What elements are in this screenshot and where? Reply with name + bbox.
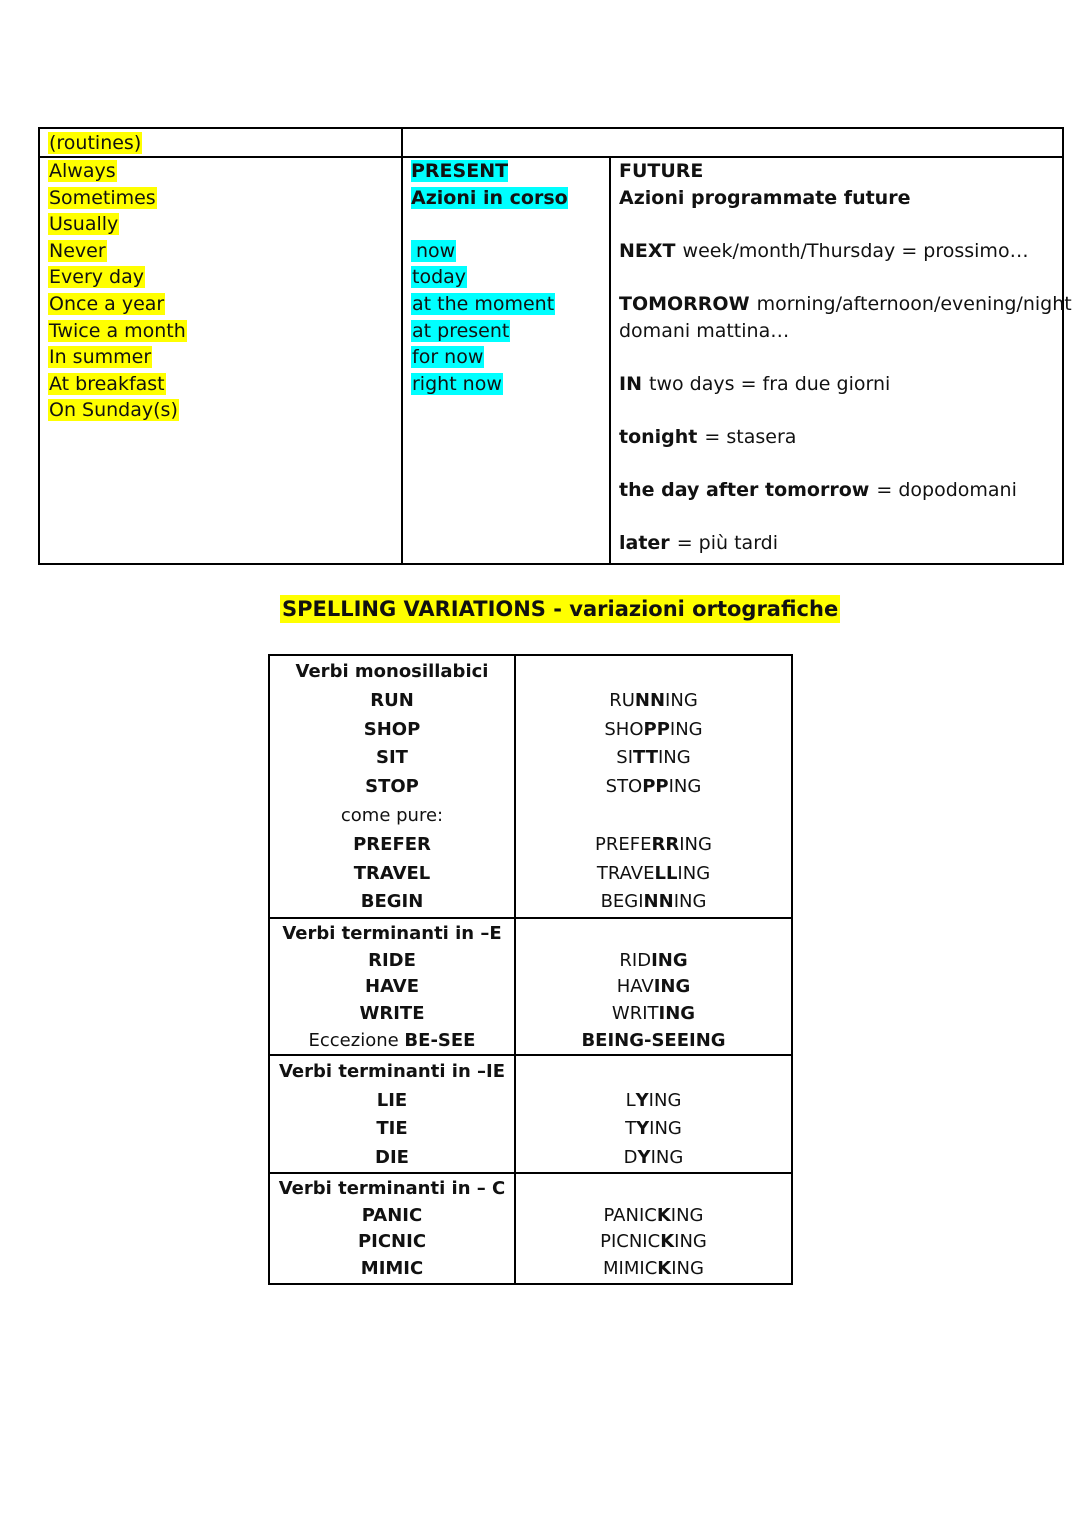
verb: HAVE [365,976,419,998]
routine-item: Never [49,239,106,262]
routine-item: Usually [49,213,119,236]
ending-ie-header: Verbi terminanti in –IE [278,1061,506,1083]
ing-form: SITTING [616,747,691,769]
ending-e-header: Verbi terminanti in –E [282,923,502,945]
verb: MIMIC [360,1257,424,1279]
present-subtitle: Azioni in corso [411,186,568,209]
routines-header-cell [48,130,142,157]
monosyllabic-verbs-cell [269,655,515,918]
future-next: NEXT week/month/Thursday = prossimo… [619,239,1029,262]
table-row [269,655,792,918]
routine-item: Twice a month [49,319,186,342]
ing-form: PREFERRING [595,833,712,855]
verb: RIDE [368,949,416,971]
future-day-after: the day after tomorrow = dopodomani [619,479,1017,502]
ing-form: WRITING [611,1002,696,1024]
ending-e-verbs-cell [269,918,515,1055]
ing-form: HAVING [616,976,691,998]
verb: PANIC [361,1204,423,1226]
routine-item: At breakfast [49,372,165,395]
routine-item: Every day [49,266,144,289]
verb: SIT [376,747,408,769]
ing-form: TYING [625,1118,682,1140]
future-tomorrow: TOMORROW morning/afternoon/evening/night [619,292,1072,315]
routine-item: Always [49,160,116,182]
ing-form: PANICKING [603,1204,704,1226]
verb: TRAVEL [353,862,431,884]
verb: TIE [376,1118,408,1140]
future-tomorrow-translation: domani mattina… [619,319,790,342]
table-row [269,1055,792,1173]
verb: PREFER [353,833,431,855]
table-row [269,918,792,1055]
present-cell [411,158,568,397]
future-subtitle: Azioni programmate future [619,186,911,209]
ing-form: TRAVELLING [596,862,711,884]
monosyllabic-forms-cell [515,655,792,918]
verb: WRITE [359,1002,425,1024]
future-title: FUTURE [619,160,704,182]
routine-item: On Sunday(s) [49,399,178,422]
ing-form: SHOPPING [604,718,703,740]
present-expression: right now [412,372,502,395]
future-tonight: tonight = stasera [619,425,797,448]
table-row [269,1173,792,1283]
verb: STOP [365,776,419,798]
ing-form: DYING [623,1146,684,1168]
ing-form: RUNNING [609,689,698,711]
ending-e-forms-cell [515,918,792,1055]
time-expressions-table [38,127,1072,565]
spelling-variations-heading: SPELLING VARIATIONS - variazioni ortografiche [282,597,839,621]
verb: LIE [376,1089,408,1111]
ending-c-forms-cell [515,1173,792,1283]
verb: PICNIC [357,1231,427,1253]
ing-form: BEGINNING [600,891,707,913]
column-divider [401,129,403,563]
present-expression: for now [412,346,484,369]
column-divider [609,158,611,563]
future-cell [619,158,1073,557]
present-expression: at the moment [412,292,555,315]
verb: DIE [375,1146,409,1168]
verb: RUN [370,689,414,711]
routines-list [48,158,187,424]
future-in: IN two days = fra due giorni [619,372,891,395]
ing-form: PICNICKING [600,1231,707,1253]
spelling-variations-table [268,654,793,1285]
ending-c-header: Verbi terminanti in – C [278,1178,506,1200]
present-expression: today [412,266,467,289]
ing-form: LYING [625,1089,682,1111]
exception: Eccezione BE-SEE [308,1029,476,1051]
ending-c-verbs-cell [269,1173,515,1283]
ing-form: STOPPING [605,776,702,798]
future-later: later = più tardi [619,532,779,555]
routines-header: (routines) [49,132,142,154]
verb: BEGIN [360,891,424,913]
present-expression: now [411,240,456,262]
note: come pure: [340,804,444,826]
verb: SHOP [363,718,421,740]
exception-form: BEING-SEEING [581,1029,726,1051]
routine-item: In summer [49,346,152,369]
present-expression: at present [412,319,510,342]
ending-ie-forms-cell [515,1055,792,1173]
ending-ie-verbs-cell [269,1055,515,1173]
present-title: PRESENT [411,160,509,182]
ing-form: RIDING [619,949,688,971]
ing-form: MIMICKING [603,1257,704,1279]
routine-item: Sometimes [49,186,156,209]
monosyllabic-header: Verbi monosillabici [295,661,489,682]
routine-item: Once a year [49,292,165,315]
